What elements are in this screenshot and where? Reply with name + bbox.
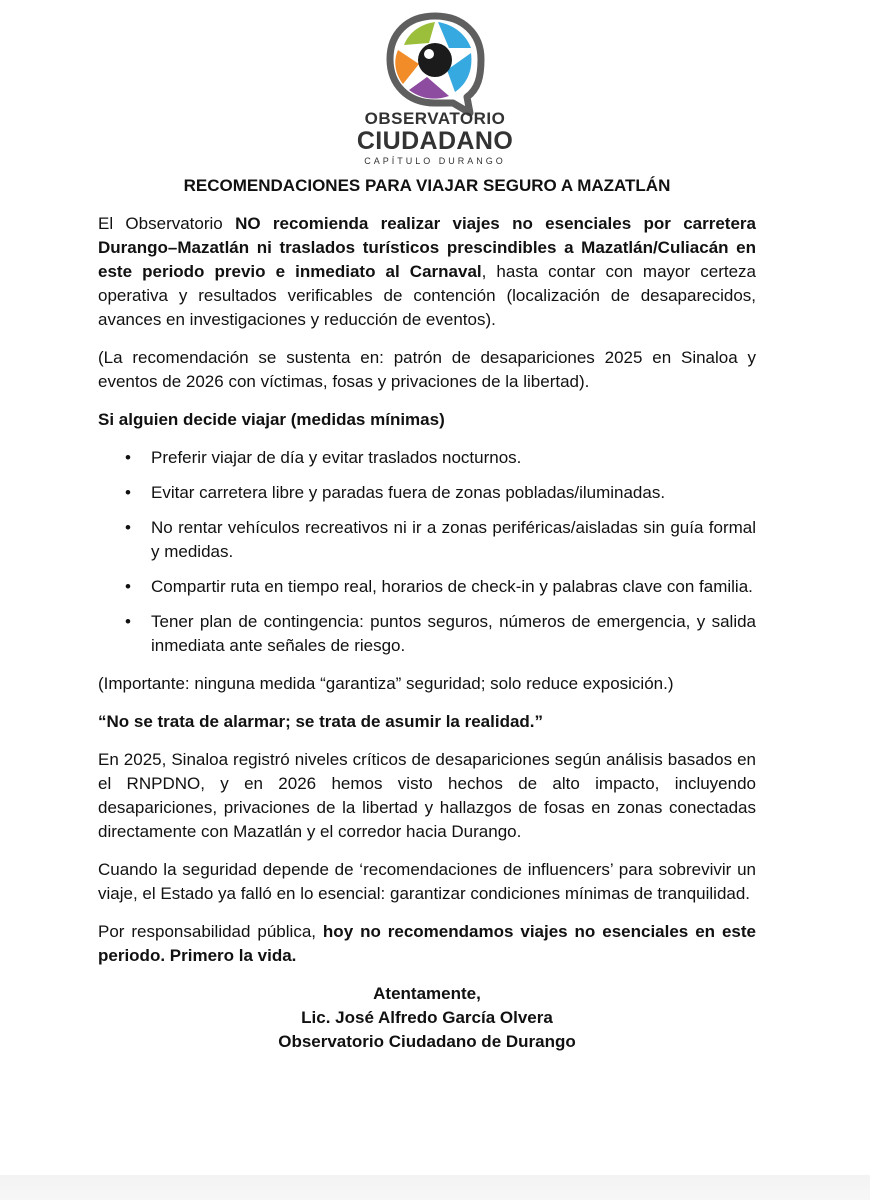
observatorio-logo [345,10,525,166]
influencers-paragraph: Cuando la seguridad depende de ‘recomendaciones de influencers’ para sobrevivir un viaje, el Estado ya falló en lo esencial: garantizar condiciones mínimas de tranquilidad. [98,860,756,903]
quote: “No se trata de alarmar; se trata de asumir la realidad.” [98,712,544,731]
measure-item: • Preferir viajar de día y evitar traslados nocturnos. [151,446,756,470]
context-paragraph: En 2025, Sinaloa registró niveles críticos de desapariciones según análisis basados en el RNPDNO, y en 2026 hemos visto hechos de alto impacto, incluyendo desapariciones, privaciones de la libertad y hallazgos de fosas en zonas conectadas directamente con Mazatlán y el corredor hacia Durango. [98,750,756,841]
measure-item: • Compartir ruta en tiempo real, horarios de check-in y palabras clave con familia. [151,575,756,599]
closing-paragraph [98,920,756,968]
document-content [98,174,756,1054]
logo-title-line: OBSERVATORIO [364,109,506,128]
measures-list [98,446,756,658]
camera-eye-icon [367,12,503,116]
logo-text [345,110,525,166]
closing-prefix: Por responsabilidad pública, [98,922,323,941]
intro-bold-recommendation: NO recomienda realizar viajes no esenciales por carretera Durango–Mazatlán ni traslados turísticos prescindibles a Mazatlán/Culiacán en este periodo previo e inmediato al Carnaval [98,214,756,281]
logo-chapter-line: CAPÍTULO DURANGO [364,156,506,166]
measure-item: • Tener plan de contingencia: puntos seguros, números de emergencia, y salida inmediata ante señales de riesgo. [151,610,756,658]
page-bottom-background [0,1175,870,1200]
measure-item: • No rentar vehículos recreativos ni ir a zonas periféricas/aisladas sin guía formal y medidas. [151,516,756,564]
signature-name: Lic. José Alfredo García Olvera [301,1008,553,1027]
signature-organization: Observatorio Ciudadano de Durango [278,1032,576,1051]
intro-suffix: , hasta contar con mayor certeza operativa y resultados verificables de contención (localización de desaparecidos, avances en investigaciones y reducción de eventos). [98,262,756,329]
measures-heading: Si alguien decide viajar (medidas mínimas) [98,410,445,429]
important-note: (Importante: ninguna medida “garantiza” seguridad; solo reduce exposición.) [98,674,674,693]
intro-paragraph [98,212,756,332]
signature-block [98,982,756,1054]
signature-salutation: Atentamente, [373,984,481,1003]
basis-paragraph: (La recomendación se sustenta en: patrón de desapariciones 2025 en Sinaloa y eventos de 2026 con víctimas, fosas y privaciones de la libertad). [98,348,756,391]
measure-item: • Evitar carretera libre y paradas fuera de zonas pobladas/iluminadas. [151,481,756,505]
document-title: RECOMENDACIONES PARA VIAJAR SEGURO A MAZATLÁN [183,176,671,195]
logo-main-line: CIUDADANO [356,127,514,155]
closing-bold-message: hoy no recomendamos viajes no esenciales en este periodo. Primero la vida. [98,922,756,965]
intro-prefix: El Observatorio [98,214,236,233]
